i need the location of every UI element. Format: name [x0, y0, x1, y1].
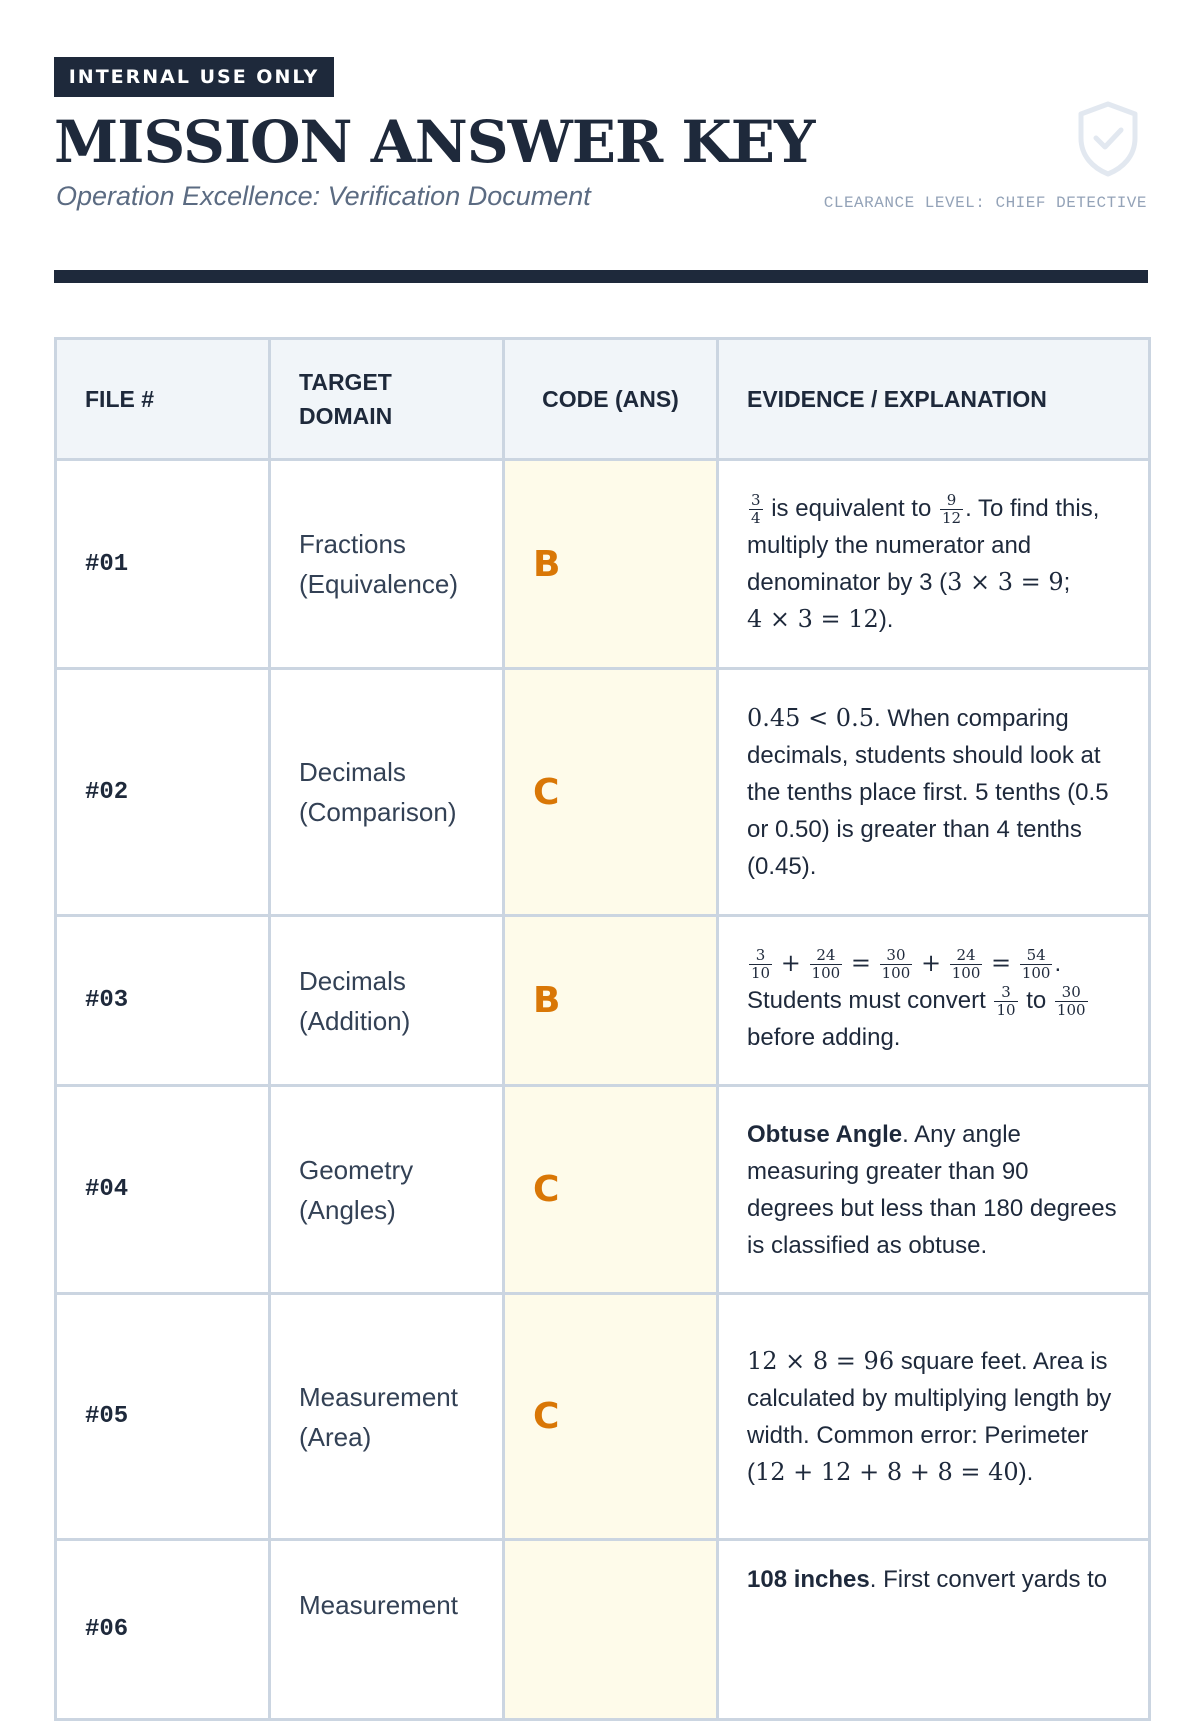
table-row	[56, 916, 1150, 1086]
column-header-domain	[270, 339, 504, 460]
table-row	[56, 460, 1150, 669]
domain-line1: Measurement	[299, 1381, 458, 1412]
answer-code	[504, 1540, 718, 1720]
answer-key-table	[54, 337, 1151, 1721]
domain-line2: (Comparison)	[299, 797, 457, 827]
page-title: MISSION ANSWER KEY	[54, 108, 815, 176]
domain-line1: Decimals	[299, 757, 406, 787]
domain-line1: Decimals	[299, 965, 406, 996]
table-row	[56, 1086, 1150, 1294]
evidence-explanation: $\frac{3}{4}$ is equivalent to $\frac{9}{12}$ . To find this, multiply the numerator and denominator by 3 (3 × 3 = 9; 4 × 3 = 12).	[718, 460, 1150, 669]
target-domain	[270, 916, 504, 1086]
internal-use-badge: INTERNAL USE ONLY	[54, 57, 334, 97]
column-header-file: FILE #	[56, 339, 270, 460]
fraction: $\frac{3}{10}$	[751, 946, 771, 982]
fraction: $\frac{9}{12}$	[941, 491, 962, 528]
answer-code: C	[504, 669, 718, 916]
domain-line2: (Area)	[299, 1421, 372, 1452]
fraction: $\frac{24}{100}$	[811, 946, 841, 982]
domain-line1: Fractions	[299, 529, 406, 559]
file-number: #06	[56, 1540, 270, 1720]
target-domain	[270, 1540, 504, 1720]
column-header-domain-line1: TARGET	[299, 369, 392, 395]
table-row	[56, 669, 1150, 916]
target-domain	[270, 460, 504, 669]
table-row	[56, 1540, 1150, 1720]
domain-line1: Geometry	[299, 1154, 414, 1185]
answer-code: B	[504, 916, 718, 1086]
answer-code: C	[504, 1086, 718, 1294]
domain-line2: (Angles)	[299, 1194, 396, 1225]
domain-line2: (Equivalence)	[299, 569, 458, 599]
evidence-explanation: Obtuse Angle. Any angle measuring greater than 90 degrees but less than 180 degrees is classified as obtuse.	[718, 1086, 1150, 1294]
answer-code: C	[504, 1294, 718, 1540]
fraction: $\frac{30}{100}$	[1056, 983, 1086, 1020]
fraction: $\frac{54}{100}$	[1021, 946, 1051, 982]
domain-line1: Measurement	[299, 1590, 458, 1620]
page-subtitle: Operation Excellence: Verification Document	[56, 181, 591, 211]
column-header-domain-line2: DOMAIN	[299, 403, 393, 429]
answer-code: B	[504, 460, 718, 669]
file-number: #05	[56, 1294, 270, 1540]
fraction: $\frac{3}{4}$	[751, 491, 761, 528]
target-domain	[270, 669, 504, 916]
target-domain	[270, 1294, 504, 1540]
column-header-answer: CODE (ANS)	[504, 339, 718, 460]
file-number: #02	[56, 669, 270, 916]
header-divider	[54, 270, 1148, 283]
fraction: $\frac{30}{100}$	[881, 946, 911, 982]
evidence-explanation: 0.45 < 0.5. When comparing decimals, students should look at the tenths place first. 5 tenths (0.5 or 0.50) is greater than 4 tenths (0.45).	[718, 669, 1150, 916]
file-number: #03	[56, 916, 270, 1086]
domain-line2: (Addition)	[299, 1005, 411, 1036]
evidence-explanation: 108 inches. First convert yards to	[718, 1540, 1150, 1720]
table-row	[56, 1294, 1150, 1540]
evidence-explanation: 12 × 8 = 96 square feet. Area is calculated by multiplying length by width. Common error: Perimeter (12 + 12 + 8 + 8 = 40).	[718, 1294, 1150, 1540]
file-number: #04	[56, 1086, 270, 1294]
fraction: $\frac{24}{100}$	[951, 946, 981, 982]
table-header-row	[56, 339, 1150, 460]
file-number: #01	[56, 460, 270, 669]
clearance-level: CLEARANCE LEVEL: CHIEF DETECTIVE	[823, 194, 1147, 212]
evidence-explanation: $\frac{3}{10}$ + $\frac{24}{100}$ = $\frac{30}{100}$ + $\frac{24}{100}$ = $\frac{54}{100}$ . Students must convert $\frac{3}{10}$ to $\frac{30}{100}$ before adding.	[718, 916, 1150, 1086]
column-header-evidence: EVIDENCE / EXPLANATION	[718, 339, 1150, 460]
fraction: $\frac{3}{10}$	[996, 983, 1016, 1020]
shield-check-icon	[1075, 100, 1141, 178]
target-domain	[270, 1086, 504, 1294]
